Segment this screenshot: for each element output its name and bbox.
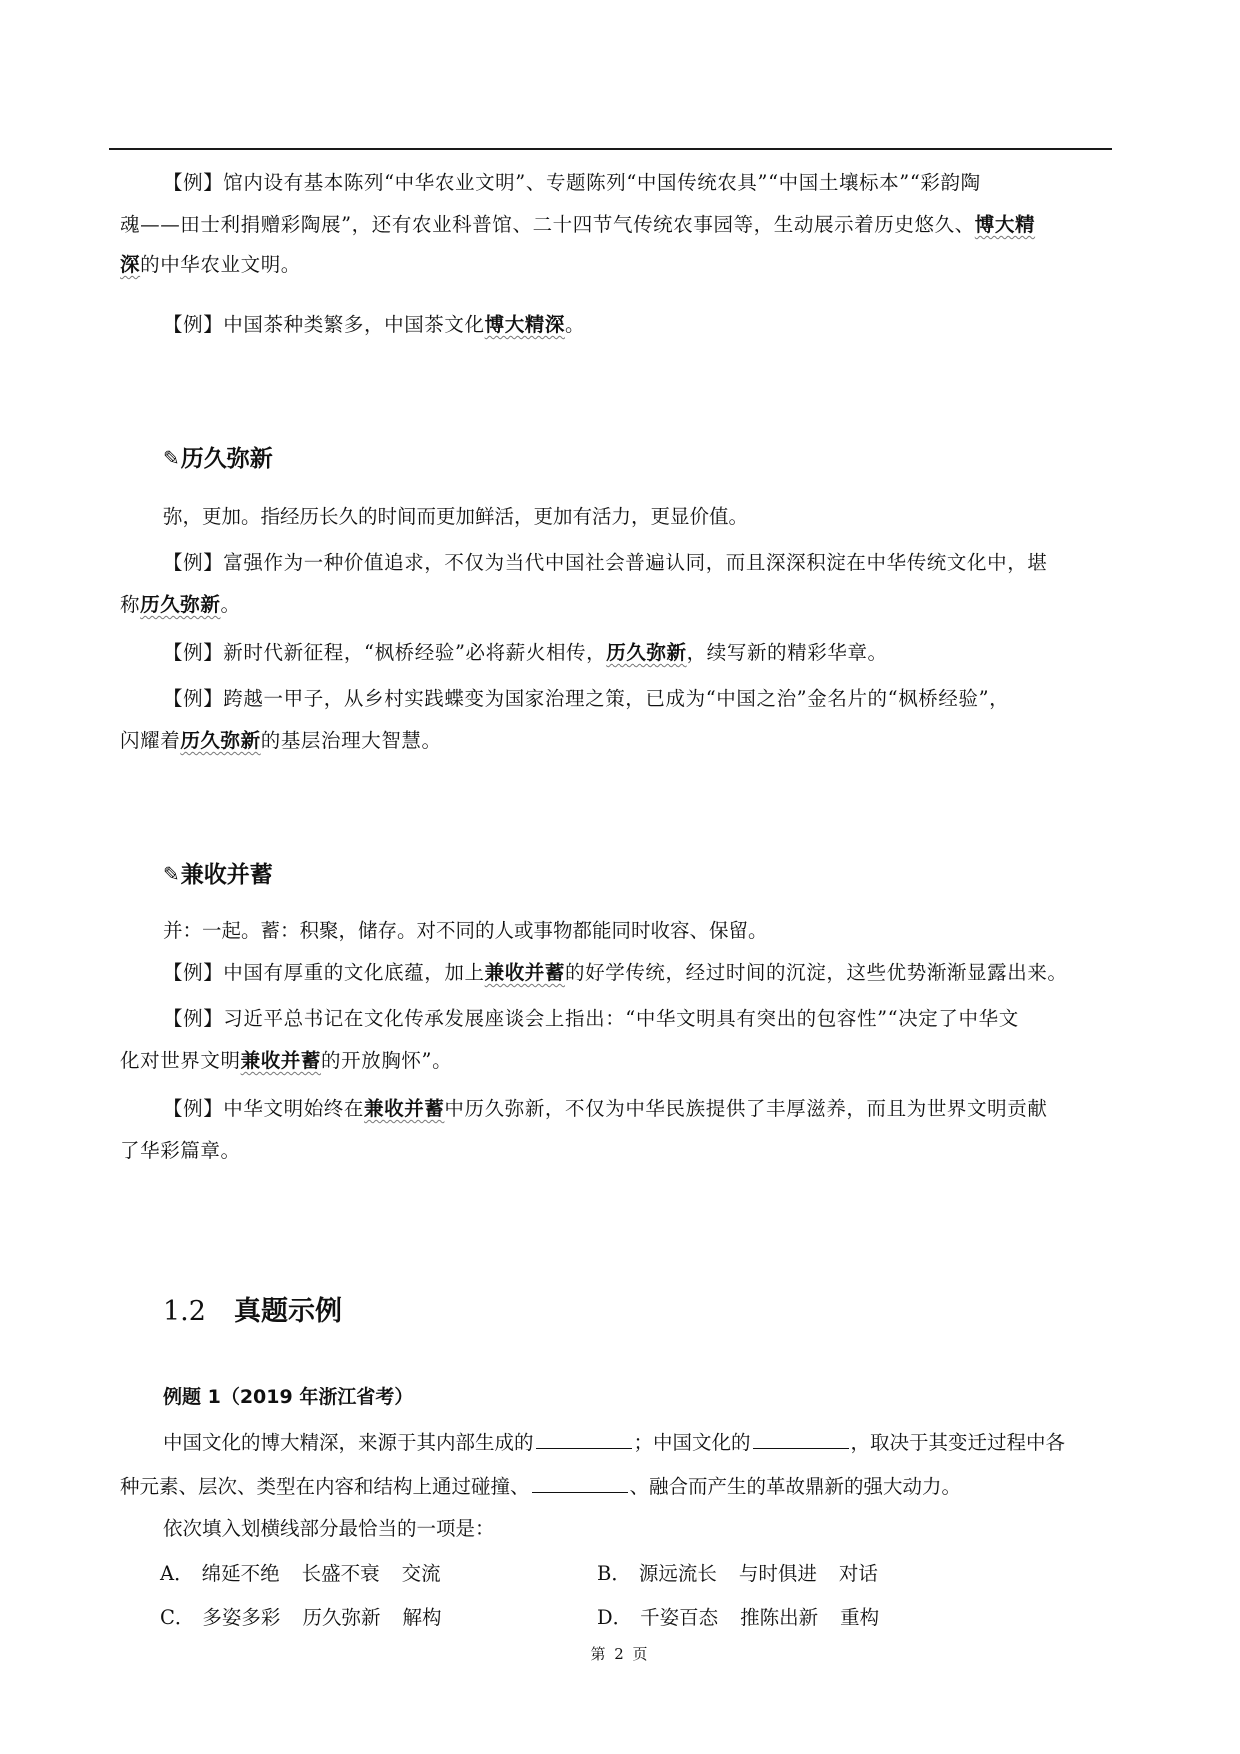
- option-choice: 推陈出新: [740, 1606, 819, 1629]
- keyword-highlight: 历久弥新: [606, 641, 687, 664]
- example-text: 【例】中国有厚重的文化底蕴，加上: [163, 961, 485, 984]
- term-definition: 弥，更加。指经历长久的时间而更加鲜活，更加有活力，更显价值。: [163, 505, 749, 528]
- example-text: 【例】中国茶种类繁多，中国茶文化: [163, 313, 485, 336]
- keyword-highlight: 博大精: [974, 213, 1036, 236]
- page-number: 第 2 页: [590, 1645, 650, 1663]
- example-paragraph-continued: [120, 592, 241, 618]
- example-paragraph: [163, 1096, 1047, 1122]
- example-text: 的中华农业文明。: [140, 253, 301, 276]
- option-choice: 重构: [840, 1606, 880, 1629]
- option-choice: 长盛不衰: [301, 1562, 380, 1585]
- fill-blank-3: [532, 1472, 628, 1493]
- keyword-highlight: 深: [120, 253, 141, 276]
- keyword-highlight: 历久弥新: [140, 593, 221, 616]
- question-text: ，取决于其变迁过程中各: [850, 1431, 1066, 1454]
- example-paragraph: [163, 686, 1009, 712]
- example-paragraph: [163, 312, 585, 338]
- option-c: [160, 1605, 463, 1631]
- keyword-highlight: 历久弥新: [180, 729, 261, 752]
- option-b: [597, 1561, 900, 1587]
- example-text: 。: [565, 313, 586, 336]
- option-choice: 多姿多彩: [202, 1606, 281, 1629]
- keyword-highlight: 兼收并蓄: [484, 961, 566, 984]
- example-paragraph: [163, 1006, 1019, 1032]
- option-choice: 绵延不绝: [201, 1562, 280, 1585]
- question-text: 、融合而产生的革故鼎新的强大动力。: [629, 1475, 962, 1498]
- example-text: 【例】中华文明始终在: [163, 1097, 365, 1120]
- keyword-highlight: 兼收并蓄: [240, 1049, 322, 1072]
- option-choice: 与时俱进: [738, 1562, 817, 1585]
- example-text: 【例】习近平总书记在文化传承发展座谈会上指出：“中华文明具有突出的包容性”“决定了中华文: [163, 1007, 1019, 1030]
- pencil-icon: ✎: [163, 862, 180, 886]
- example-paragraph-continued: [120, 728, 442, 754]
- example-paragraph: [163, 640, 888, 666]
- example-text: 称: [120, 593, 141, 616]
- question-text: 中国文化的博大精深，来源于其内部生成的: [163, 1431, 534, 1454]
- option-letter: B．: [597, 1562, 631, 1585]
- option-choice: 历久弥新: [302, 1606, 381, 1629]
- option-choice: 交流: [401, 1562, 441, 1585]
- option-a: [160, 1561, 463, 1587]
- example-text: 了华彩篇章。: [120, 1139, 241, 1162]
- question-stem-continued: [120, 1472, 961, 1500]
- question-prompt: 依次填入划横线部分最恰当的一项是：: [163, 1517, 495, 1540]
- section-number: 1.2: [163, 1296, 206, 1327]
- option-letter: A．: [160, 1562, 194, 1585]
- example-text: ，续写新的精彩华章。: [686, 641, 888, 664]
- option-choice: 解构: [402, 1606, 442, 1629]
- example-paragraph-continued: [120, 252, 301, 278]
- example-paragraph-continued: [120, 1138, 241, 1164]
- fill-blank-1: [536, 1428, 632, 1449]
- term-definition: 并：一起。蓄：积聚，储存。对不同的人或事物都能同时收容、保留。: [163, 919, 768, 942]
- keyword-highlight: 博大精深: [484, 313, 566, 336]
- example-text: 魂——田士利捐赠彩陶展”，还有农业科普馆、二十四节气传统农事园等，生动展示着历史悠久、: [120, 213, 975, 236]
- section-title: 真题示例: [233, 1296, 342, 1327]
- question-stem: [163, 1428, 1065, 1456]
- example-text: 的开放胸怀”。: [321, 1049, 453, 1072]
- example-text: 的好学传统，经过时间的沉淀，这些优势渐渐显露出来。: [565, 961, 1068, 984]
- question-text: ；中国文化的: [633, 1431, 751, 1454]
- example-text: 化对世界文明: [120, 1049, 241, 1072]
- example-text: 【例】富强作为一种价值追求，不仅为当代中国社会普遍认同，而且深深积淀在中华传统文化中，堪: [163, 551, 1048, 574]
- example-text: 【例】跨越一甲子，从乡村实践蝶变为国家治理之策，已成为“中国之治”金名片的“枫桥经验”，: [163, 687, 1010, 710]
- example-text: 【例】新时代新征程，“枫桥经验”必将薪火相传，: [163, 641, 607, 664]
- example-text: 【例】馆内设有基本陈列“中华农业文明”、专题陈列“中国传统农具”“中国土壤标本”“彩韵陶: [163, 171, 981, 194]
- option-choice: 源远流长: [638, 1562, 717, 1585]
- example-paragraph: [163, 550, 1047, 576]
- option-letter: D．: [597, 1606, 633, 1629]
- option-letter: C．: [160, 1606, 195, 1629]
- example-paragraph-continued: [120, 212, 1035, 238]
- option-choice: 对话: [838, 1562, 878, 1585]
- example-text: 的基层治理大智慧。: [260, 729, 442, 752]
- example-paragraph-continued: [120, 1048, 452, 1074]
- term-heading-text: 历久弥新: [180, 446, 273, 472]
- example-paragraph: [163, 170, 981, 196]
- option-choice: 千姿百态: [640, 1606, 719, 1629]
- example-text: 中历久弥新，不仅为中华民族提供了丰厚滋养，而且为世界文明贡献: [444, 1097, 1048, 1120]
- example-paragraph: [163, 960, 1068, 986]
- section-heading: [163, 1295, 342, 1329]
- example-text: 。: [220, 593, 241, 616]
- example-text: 闪耀着: [120, 729, 181, 752]
- term-heading-lijiu: [163, 444, 273, 474]
- option-d: [597, 1605, 901, 1631]
- question-text: 种元素、层次、类型在内容和结构上通过碰撞、: [120, 1475, 530, 1498]
- pencil-icon: ✎: [163, 446, 180, 470]
- fill-blank-2: [753, 1428, 849, 1449]
- header-rule: [109, 148, 1112, 150]
- keyword-highlight: 兼收并蓄: [364, 1097, 445, 1120]
- term-heading-text: 兼收并蓄: [180, 862, 273, 888]
- question-title: 例题 1（2019 年浙江省考）: [163, 1386, 414, 1408]
- term-heading-jianshou: [163, 860, 273, 890]
